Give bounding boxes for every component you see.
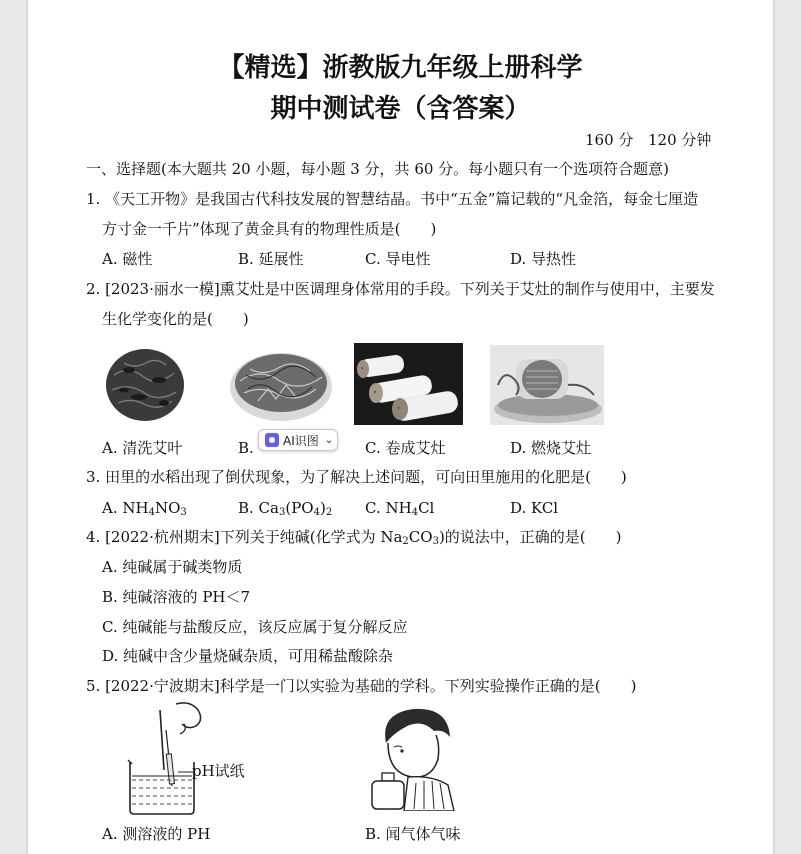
q3-b-part2: (PO: [285, 499, 314, 517]
q3-option-a: [102, 498, 187, 523]
q3-c-part1: C. NH: [365, 499, 412, 517]
q2-option-a: A. 清洗艾叶: [102, 439, 183, 457]
q3-b-sub2: 4: [313, 507, 320, 518]
dried-mugwort-image: [228, 343, 335, 425]
mugwort-leaves-image: [104, 345, 186, 425]
q5-option-b: B. 闻气体气味: [365, 825, 461, 843]
q1-option-b: B. 延展性: [238, 250, 304, 268]
question-5-line1: 5. [2022·宁波期末]科学是一门以实验为基础的学科。下列实验操作正确的是( ): [86, 677, 637, 695]
moxa-rolls-image: [354, 343, 463, 425]
question-1-line2: 方寸金一千片”体现了黄金具有的物理性质是( ): [102, 220, 437, 238]
q2-option-b: B.: [238, 439, 254, 457]
question-4-line1: [86, 527, 622, 552]
q3-b-part1: B. Ca: [238, 499, 279, 517]
ph-paper-label: pH试纸: [192, 762, 245, 780]
q3-option-b: [238, 498, 332, 523]
score-label: 160 分: [585, 131, 634, 149]
q4-text-part2: CO: [408, 528, 433, 546]
q4-option-a: A. 纯碱属于碱类物质: [102, 558, 243, 576]
q1-option-d: D. 导热性: [510, 250, 577, 268]
section-heading: 一、选择题(本大题共 20 小题，每小题 3 分，共 60 分。每小题只有一个选项符合题意): [86, 160, 670, 178]
q3-b-part3: ): [319, 499, 326, 517]
document-page: [28, 0, 773, 854]
time-label: 120 分钟: [648, 131, 712, 149]
q4-text-part1: 4. [2022·杭州期末]下列关于纯碱(化学式为 Na: [86, 528, 403, 546]
q3-c-part2: Cl: [418, 499, 435, 517]
doc-title-line2: 期中测试卷（含答案）: [270, 94, 531, 124]
q4-sub2: 3: [432, 536, 439, 547]
q3-b-sub1: 3: [278, 507, 286, 518]
q3-c-sub: 4: [411, 507, 419, 518]
ai-logo-icon: [265, 433, 279, 447]
q4-sub1: 2: [402, 536, 409, 547]
question-1-line1: 1. 《天工开物》是我国古代科技发展的智慧结晶。书中“五金”篇记载的“凡金箔，每金七厘造: [86, 190, 699, 208]
q1-option-c: C. 导电性: [365, 250, 431, 268]
question-3-line1: 3. 田里的水稻出现了倒伏现象，为了解决上述问题，可向田里施用的化肥是( ): [86, 468, 627, 486]
q5-option-a: A. 测溶液的 PH: [102, 825, 211, 843]
q1-option-a: A. 磁性: [102, 250, 153, 268]
burning-moxa-image: [490, 345, 604, 425]
q3-option-d: D. KCl: [510, 499, 559, 517]
q3-b-sub3: 2: [325, 507, 333, 518]
smell-gas-diagram: [368, 703, 460, 811]
q2-option-d: D. 燃烧艾灶: [510, 439, 592, 457]
q4-option-b: B. 纯碱溶液的 PH＜7: [102, 588, 251, 606]
ph-test-diagram: [124, 700, 244, 818]
ai-chip-label: AI识图: [283, 433, 319, 448]
q3-a-sub1: 4: [148, 507, 155, 518]
q4-option-d: D. 纯碱中含少量烧碱杂质，可用稀盐酸除杂: [102, 647, 394, 665]
q3-a-part1: A. NH: [102, 499, 149, 517]
q3-option-c: [365, 498, 434, 523]
question-2-line1: 2. [2023·丽水一模]熏艾灶是中医调理身体常用的手段。下列关于艾灶的制作与使用中，主要发: [86, 280, 715, 298]
q3-a-sub2: 3: [180, 507, 187, 518]
q4-option-c: C. 纯碱能与盐酸反应，该反应属于复分解反应: [102, 618, 408, 636]
ai-image-recognition-button[interactable]: [258, 429, 338, 451]
q2-option-c: C. 卷成艾灶: [365, 439, 446, 457]
chevron-down-icon: ⌄: [324, 434, 334, 446]
q3-a-part2: NO: [154, 499, 181, 517]
q4-text-part3: )的说法中，正确的是( ): [438, 528, 622, 546]
question-2-line2: 生化学变化的是( ): [102, 310, 249, 328]
doc-title-line1: 【精选】浙教版九年级上册科学: [218, 53, 583, 83]
